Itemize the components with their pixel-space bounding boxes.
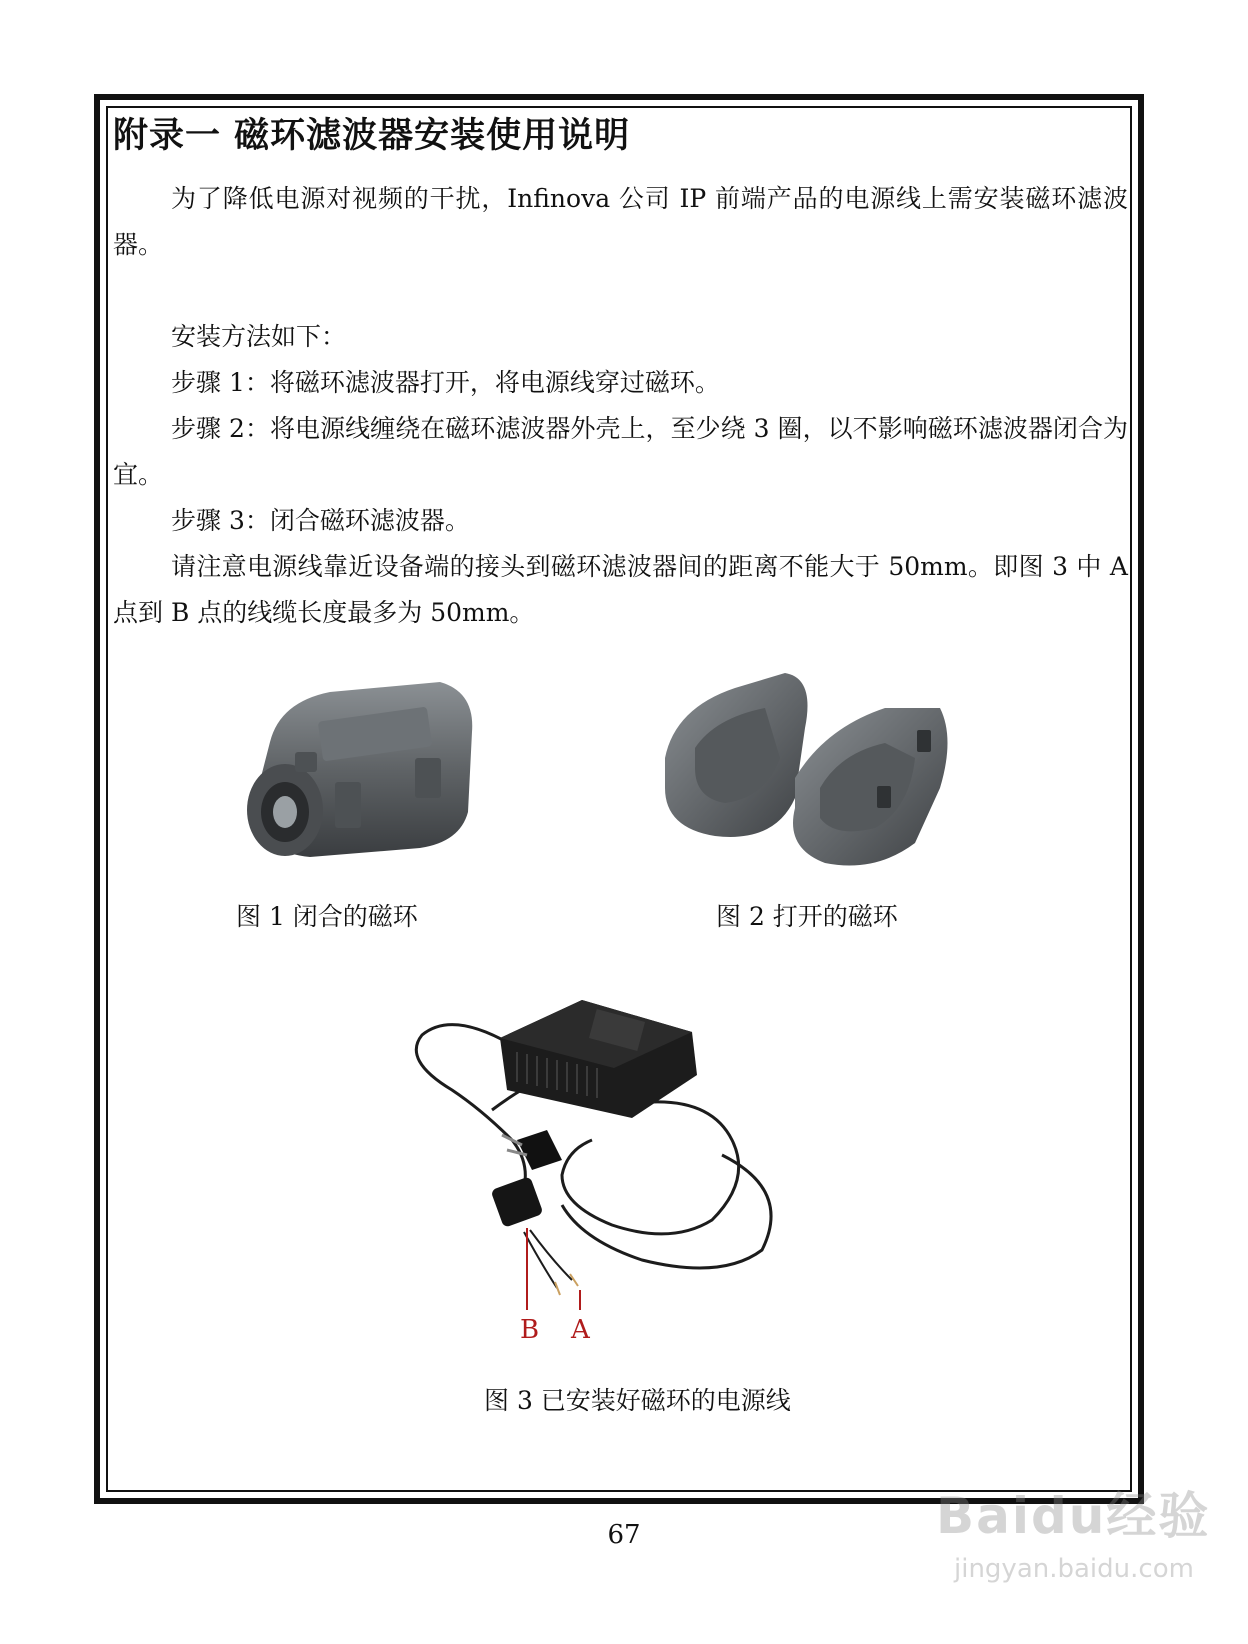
step-1: 步骤 1：将磁环滤波器打开，将电源线穿过磁环。 <box>171 368 720 397</box>
label-a: A <box>571 1315 590 1345</box>
page-content <box>113 110 1128 636</box>
baidu-watermark <box>924 1468 1224 1618</box>
label-b: B <box>520 1315 540 1345</box>
page-number: 67 <box>607 1520 641 1550</box>
method-heading: 安装方法如下： <box>171 322 347 351</box>
closed-ferrite-core-image <box>240 672 485 867</box>
note-paragraph: 请注意电源线靠近设备端的接头到磁环滤波器间的距离不能大于 50mm。即图 3 中 A 点到 B 点的线缆长度最多为 50mm。 <box>113 552 1128 627</box>
watermark-brand: Baidu经验 <box>936 1487 1211 1545</box>
figure-1-caption: 图 1 闭合的磁环 <box>236 902 418 931</box>
intro-paragraph: 为了降低电源对视频的干扰，Infinova 公司 IP 前端产品的电源线上需安装磁环滤波器。 <box>113 184 1128 259</box>
step-2: 步骤 2：将电源线缠绕在磁环滤波器外壳上，至少绕 3 圈，以不影响磁环滤波器闭合为宜。 <box>113 414 1128 489</box>
figure-3-caption: 图 3 已安装好磁环的电源线 <box>484 1386 791 1415</box>
step-3: 步骤 3：闭合磁环滤波器。 <box>171 506 470 535</box>
watermark-url: jingyan.baidu.com <box>954 1554 1194 1584</box>
open-ferrite-core-image <box>655 668 955 873</box>
figure-2-caption: 图 2 打开的磁环 <box>716 902 898 931</box>
power-adapter-with-ferrite-image <box>392 990 812 1320</box>
page-title: 附录一 磁环滤波器安装使用说明 <box>113 116 631 156</box>
